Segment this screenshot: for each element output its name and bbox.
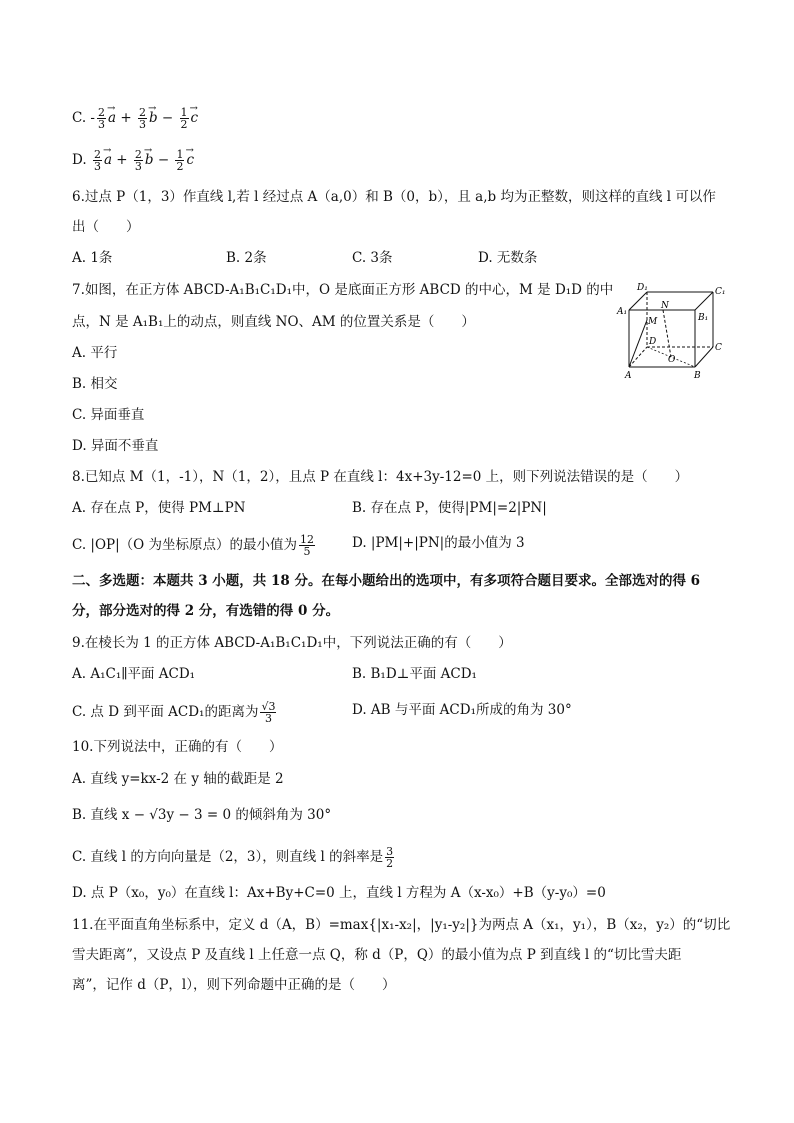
vector-a: → a: [104, 148, 112, 169]
q5-option-c: C. - $\frac{2}{3}$ → a + $\frac{2}{3}$ → b − $\frac{1}{2}$ → c: [72, 106, 198, 130]
question-11-stem-end: 离”，记作 d（P，l），则下列命题中正确的是（ ）: [72, 977, 396, 993]
vector-b: → b: [149, 106, 158, 127]
question-9-stem: 9.在棱长为 1 的正方体 ABCD-A₁B₁C₁D₁中，下列说法正确的有（ ）: [72, 635, 512, 651]
fraction: $\frac{1}{2}$: [180, 106, 188, 131]
cube-label-c1: C₁: [715, 287, 726, 297]
fraction: $\frac{12}{5}$: [300, 533, 315, 558]
question-10-stem: 10.下列说法中，正确的有（ ）: [72, 739, 283, 755]
q6-option-d: D. 无数条: [478, 250, 538, 266]
fraction: $\frac{2}{3}$: [93, 148, 101, 173]
fraction: $\frac{√3}{3}$: [261, 700, 276, 725]
cube-label-c: C: [715, 343, 722, 353]
cube-label-a: A: [625, 371, 632, 381]
q10-option-a: A. 直线 y=kx-2 在 y 轴的截距是 2: [72, 771, 284, 787]
cube-label-d: D: [649, 337, 657, 347]
question-6-stem: 6.过点 P（1，3）作直线 l,若 l 经过点 A（a,0）和 B（0，b），且 a,b 均为正整数，则这样的直线 l 可以作: [72, 189, 716, 205]
q8-option-b: B. 存在点 P，使得|PM|=2|PN|: [352, 500, 547, 516]
fraction: $\frac{2}{3}$: [134, 148, 142, 173]
q7-option-d: D. 异面不垂直: [72, 438, 159, 454]
cube-label-a1: A₁: [617, 307, 628, 317]
q8-option-d: D. |PM|+|PN|的最小值为 3: [352, 535, 525, 551]
fraction: $\frac{2}{3}$: [138, 106, 146, 131]
q6-option-b: B. 2条: [226, 250, 267, 266]
section-2-heading-cont: 分，部分选对的得 2 分，有选错的得 0 分。: [72, 603, 340, 619]
q6-option-a: A. 1条: [72, 250, 113, 266]
q10-option-c: C. 直线 l 的方向向量是（2，3），则直线 l 的斜率是 $\frac{3}{2}$: [72, 845, 394, 870]
q10-option-d: D. 点 P（x₀，y₀）在直线 l：Ax+By+C=0 上，直线 l 方程为 A（x-x₀）+B（y-y₀）=0: [72, 885, 606, 901]
cube-diagram: [615, 282, 727, 382]
vector-c: → c: [186, 148, 194, 169]
q8-option-a: A. 存在点 P，使得 PM⊥PN: [72, 500, 246, 516]
cube-label-b: B: [694, 371, 701, 381]
fraction: $\frac{3}{2}$: [386, 845, 394, 870]
q8-option-c: C. |OP|（O 为坐标原点）的最小值为 $\frac{12}{5}$: [72, 533, 315, 558]
q7-option-a: A. 平行: [72, 345, 118, 361]
q7-option-c: C. 异面垂直: [72, 407, 145, 423]
section-2-heading: 二、多选题：本题共 3 小题，共 18 分。在每小题给出的选项中，有多项符合题目要求。全部选对的得 6: [72, 573, 701, 589]
vector-c: → c: [191, 106, 199, 127]
question-6-stem-cont: 出（ ）: [72, 219, 140, 235]
question-7-stem-cont: 点，N 是 A₁B₁上的动点，则直线 NO、AM 的位置关系是（ ）: [72, 314, 475, 330]
vector-a: → a: [108, 106, 116, 127]
fraction: $\frac{1}{2}$: [176, 148, 184, 173]
q6-option-c: C. 3条: [352, 250, 393, 266]
question-11-stem-cont: 雪夫距离”，又设点 P 及直线 l 上任意一点 Q，称 d（P，Q）的最小值为点 P 到直线 l 的“切比雪夫距: [72, 947, 682, 963]
question-8-stem: 8.已知点 M（1，-1），N（1，2），且点 P 在直线 l：4x+3y-12=0 上，则下列说法错误的是（ ）: [72, 469, 689, 485]
q7-option-b: B. 相交: [72, 376, 118, 392]
cube-label-o: O: [668, 355, 676, 365]
question-7-stem: 7.如图，在正方体 ABCD-A₁B₁C₁D₁中，O 是底面正方形 ABCD 的中心，M 是 D₁D 的中: [72, 282, 614, 298]
fraction: $\frac{2}{3}$: [98, 106, 105, 131]
cube-label-m: M: [648, 317, 658, 327]
q10-option-b: B. 直线 x − √3y − 3 = 0 的倾斜角为 30°: [72, 807, 332, 823]
cube-label-d1: D₁: [637, 283, 648, 293]
cube-label-n: N: [661, 301, 669, 311]
q9-option-c: C. 点 D 到平面 ACD₁的距离为 $\frac{√3}{3}$: [72, 700, 276, 725]
cube-label-b1: B₁: [698, 313, 709, 323]
vector-b: → b: [145, 148, 154, 169]
q9-option-b: B. B₁D⊥平面 ACD₁: [352, 666, 477, 682]
q9-option-a: A. A₁C₁∥平面 ACD₁: [72, 666, 196, 682]
q9-option-d: D. AB 与平面 ACD₁所成的角为 30°: [352, 702, 572, 718]
q5-option-d: D. $\frac{2}{3}$ → a + $\frac{2}{3}$ → b − $\frac{1}{2}$ → c: [72, 148, 194, 172]
question-11-stem: 11.在平面直角坐标系中，定义 d（A，B）=max{|x₁-x₂|，|y₁-y₂|}为两点 A（x₁，y₁），B（x₂，y₂）的“切比: [72, 917, 731, 933]
